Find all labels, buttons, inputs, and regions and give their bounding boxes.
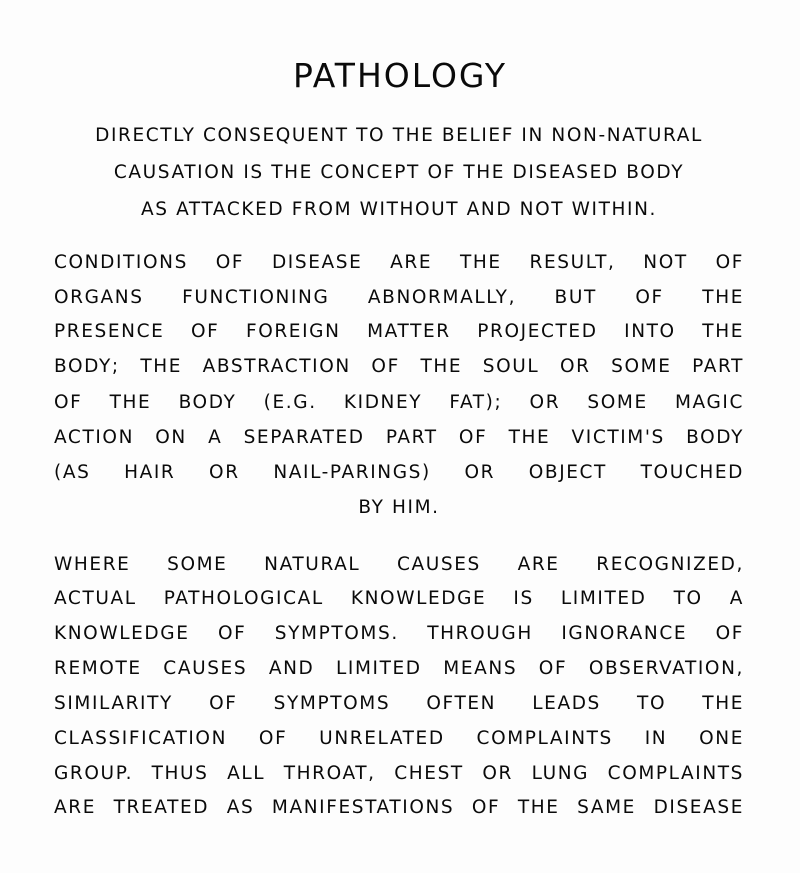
page-title: PATHOLOGY <box>292 56 508 95</box>
paragraph-1-line-3: AS ATTACKED FROM WITHOUT AND NOT WITHIN. <box>140 199 657 220</box>
paragraph-3-line-7: GROUP. THUS ALL THROAT, CHEST OR LUNG COMPLAINTS <box>54 763 744 784</box>
paragraph-3-line-4: REMOTE CAUSES AND LIMITED MEANS OF OBSERVATION, <box>54 658 744 679</box>
paragraph-1-line-1: DIRECTLY CONSEQUENT TO THE BELIEF IN NON-NATURAL <box>95 125 703 146</box>
paragraph-2-line-3: PRESENCE OF FOREIGN MATTER PROJECTED INTO THE <box>54 321 744 342</box>
paragraph-3-line-5: SIMILARITY OF SYMPTOMS OFTEN LEADS TO THE <box>54 693 744 714</box>
paragraph-1-line-2: CAUSATION IS THE CONCEPT OF THE DISEASED BODY <box>113 162 685 183</box>
paragraph-3-line-8: ARE TREATED AS MANIFESTATIONS OF THE SAME DISEASE <box>54 797 744 818</box>
paragraph-2-line-1: CONDITIONS OF DISEASE ARE THE RESULT, NOT OF <box>54 252 744 273</box>
paragraph-2-line-5: OF THE BODY (E.G. KIDNEY FAT); OR SOME MAGIC <box>54 392 744 413</box>
paragraph-2-line-7: (AS HAIR OR NAIL-PARINGS) OR OBJECT TOUCHED <box>54 462 744 483</box>
paragraph-2-line-6: ACTION ON A SEPARATED PART OF THE VICTIM'S BODY <box>54 427 744 448</box>
paragraph-3-line-6: CLASSIFICATION OF UNRELATED COMPLAINTS IN ONE <box>54 728 744 749</box>
paragraph-2-line-2: ORGANS FUNCTIONING ABNORMALLY, BUT OF THE <box>54 287 744 308</box>
paragraph-3-line-3: KNOWLEDGE OF SYMPTOMS. THROUGH IGNORANCE OF <box>54 623 744 644</box>
paragraph-3-line-2: ACTUAL PATHOLOGICAL KNOWLEDGE IS LIMITED TO A <box>54 588 744 609</box>
paragraph-3-line-1: WHERE SOME NATURAL CAUSES ARE RECOGNIZED, <box>54 554 744 575</box>
paragraph-2-line-8: BY HIM. <box>358 497 440 518</box>
paragraph-2-line-4: BODY; THE ABSTRACTION OF THE SOUL OR SOME PART <box>54 356 744 377</box>
